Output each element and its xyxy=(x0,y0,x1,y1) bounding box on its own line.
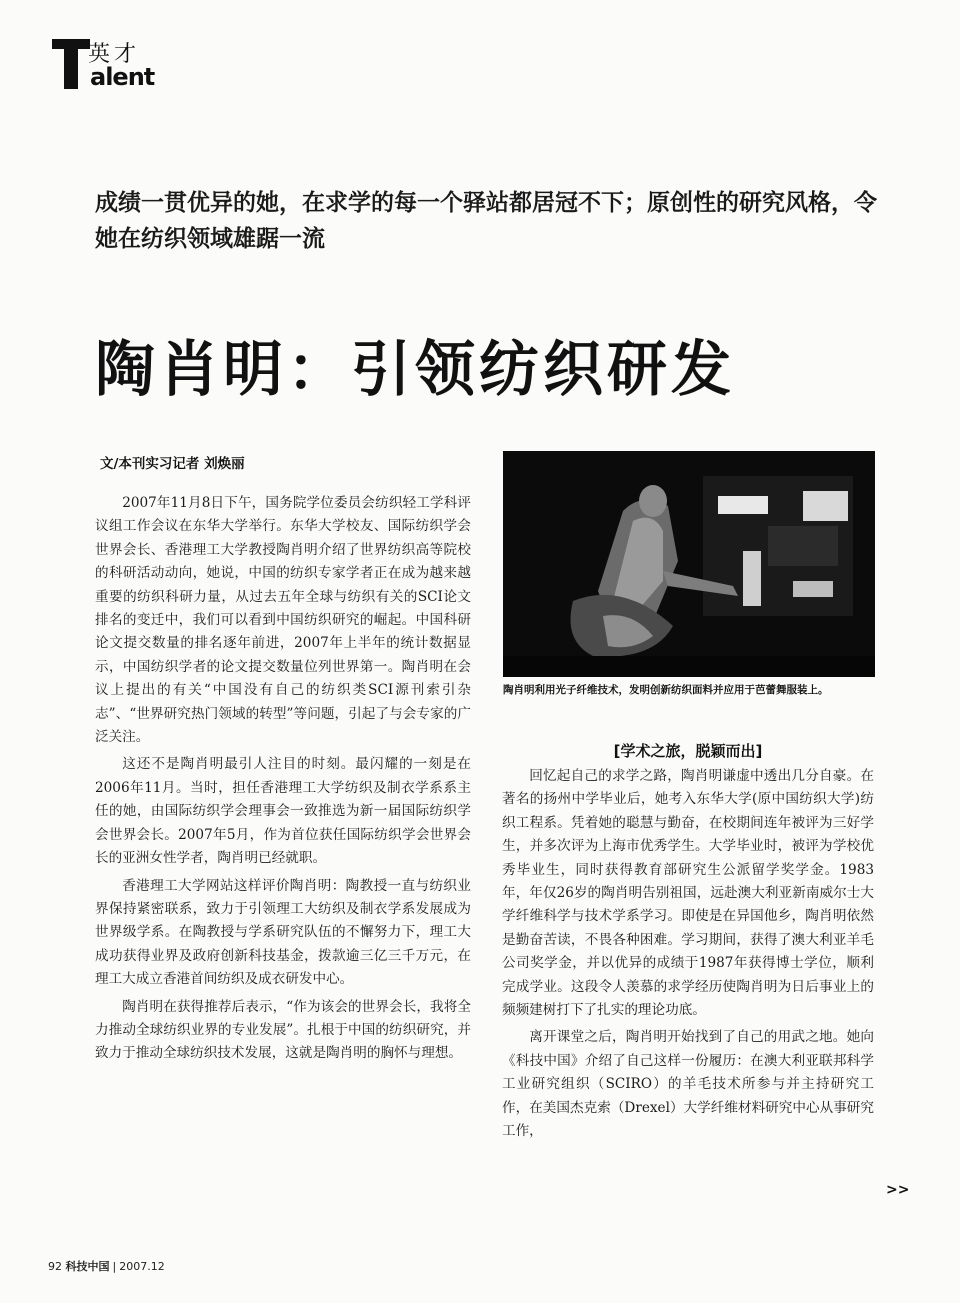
magazine-name: 科技中国 xyxy=(65,1260,110,1273)
column-name-en: alent xyxy=(90,63,155,91)
photo-caption: 陶肖明利用光子纤维技术，发明创新纺织面料并应用于芭蕾舞服装上。 xyxy=(503,684,829,696)
page-footer: 92 科技中国 | 2007.12 xyxy=(48,1260,165,1273)
right-column xyxy=(502,765,874,1148)
byline: 文/本刊实习记者 刘焕丽 xyxy=(100,456,245,472)
paragraph: 陶肖明在获得推荐后表示，“作为该会的世界会长，我将全力推动全球纺织业界的专业发展”。扎根于中国的纺织研究，并致力于推动全球纺织技术发展，这就是陶肖明的胸怀与理想。 xyxy=(95,998,471,1062)
article-deck: 成绩一贯优异的她，在求学的每一个驿站都居冠不下；原创性的研究风格，令她在纺织领域雄踞一流 xyxy=(95,190,877,252)
issue-date: 2007.12 xyxy=(119,1260,165,1273)
column-name-cn: 英才 xyxy=(88,42,141,67)
section-heading: [学术之旅，脱颖而出] xyxy=(613,742,763,760)
article-photo xyxy=(503,451,875,677)
article-title: 陶肖明：引领纺织研发 xyxy=(95,335,735,405)
paragraph: 离开课堂之后，陶肖明开始找到了自己的用武之地。她向《科技中国》介绍了自己这样一份履历：在澳大利亚联邦科学工业研究组织（SCIRO）的羊毛技术所参与并主持研究工作，在美国杰克索（Drexel）大学纤维材料研究中心从事研究工作， xyxy=(502,1029,874,1140)
continue-arrow-icon: >> xyxy=(886,1182,910,1198)
photo-image xyxy=(503,451,875,677)
paragraph: 2007年11月8日下午，国务院学位委员会纺织轻工学科评议组工作会议在东华大学举行。东华大学校友、国际纺织学会世界会长、香港理工大学教授陶肖明介绍了世界纺织高等院校的科研活动动向，她说，中国的纺织专家学者正在成为越来越重要的纺织科研力量，从过去五年全球与纺织有关的SCI论文排名的变迁中，我们可以看到中国纺织研究的崛起。中国科研论文提交数量的排名逐年前进，2007年上半年的统计数据显示，中国纺织学者的论文提交数量位列世界第一。陶肖明在会议上提出的有关“中国没有自己的纺织类SCI源刊索引杂志”、“世界研究热门领域的转型”等问题，引起了与会专家的广泛关注。 xyxy=(95,495,471,746)
page-number: 92 xyxy=(48,1260,62,1273)
left-column xyxy=(95,492,471,1070)
paragraph: 这还不是陶肖明最引人注目的时刻。最闪耀的一刻是在2006年11月。当时，担任香港理工大学纺织及制衣学系系主任的她，由国际纺织学会理事会一致推选为新一届国际纺织学会世界会长。2007年5月，作为首位获任国际纺织学会世界会长的亚洲女性学者，陶肖明已经就职。 xyxy=(95,756,471,867)
paragraph: 回忆起自己的求学之路，陶肖明谦虚中透出几分自豪。在著名的扬州中学毕业后，她考入东华大学(原中国纺织大学)纺织工程系。凭着她的聪慧与勤奋，在校期间连年被评为三好学生，并多次评为上海市优秀学生。大学毕业时，被评为学校优秀毕业生，同时获得教育部研究生公派留学奖学金。1983年，年仅26岁的陶肖明告别祖国，远赴澳大利亚新南威尔士大学纤维科学与技术学系学习。即使是在异国他乡，陶肖明依然是勤奋苦读，不畏各种困难。学习期间，获得了澳大利亚羊毛公司奖学金，并以优异的成绩于1987年获得博士学位，顺利完成学业。这段令人羡慕的求学经历使陶肖明为日后事业上的频频建树打下了扎实的理论功底。 xyxy=(502,768,874,1019)
paragraph: 香港理工大学网站这样评价陶肖明：陶教授一直与纺织业界保持紧密联系，致力于引领理工大纺织及制衣学系发展成为世界级学系。在陶教授与学系研究队伍的不懈努力下，理工大成功获得业界及政府创新科技基金，拨款逾三亿三千万元，在理工大成立香港首间纺织及成衣研发中心。 xyxy=(95,877,471,988)
talent-t-icon xyxy=(52,39,90,89)
column-logo xyxy=(52,35,162,91)
